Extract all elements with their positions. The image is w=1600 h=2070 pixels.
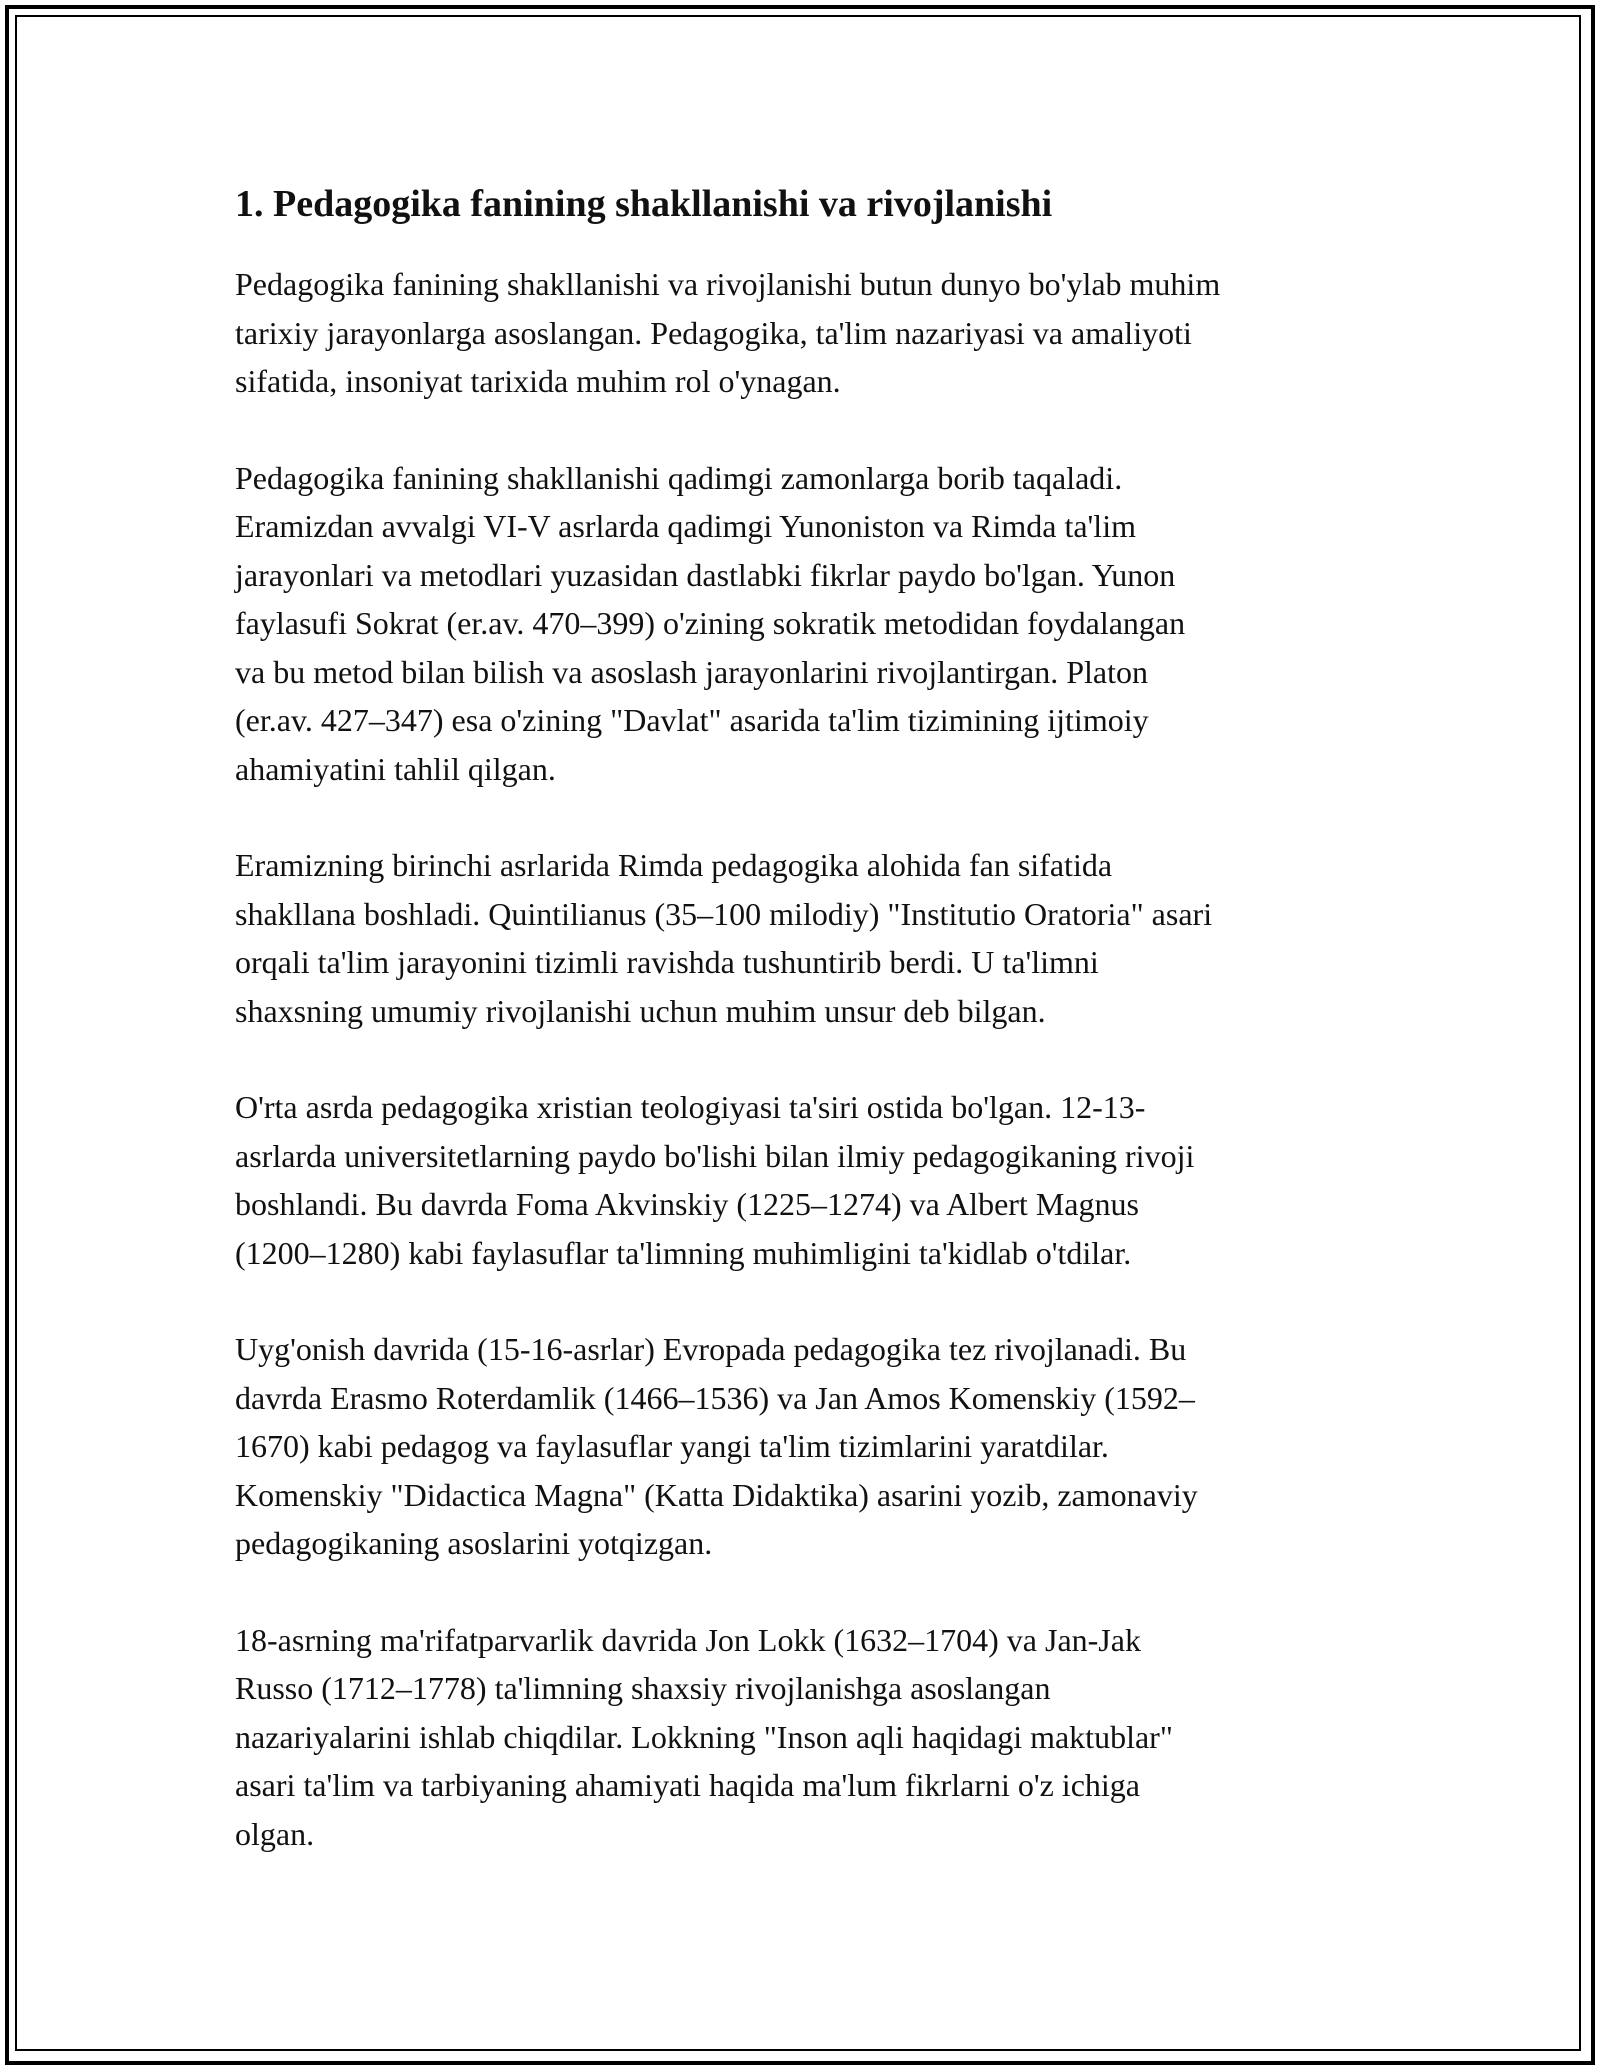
- paragraph-intro: Pedagogika fanining shakllanishi va rivojlanishi butun dunyo bo'ylab muhim tarixiy jarayonlarga asoslangan. Pedagogika, ta'lim nazariyasi va amaliyoti sifatida, insoniyat tarixida muhim rol o'ynagan.: [235, 266, 1221, 399]
- paragraph-enlightenment: 18-asrning ma'rifatparvarlik davrida Jon Lokk (1632–1704) va Jan-Jak Russo (1712–1778) ta'limning shaxsiy rivojlanishga asoslangan nazariyalarini ishlab chiqdilar. Lokkning "Inson aqli haqidagi maktublar" asari ta'lim va tarbiyaning ahamiyati haqida ma'lum fikrlarni o'z ichiga olgan.: [235, 1621, 1173, 1852]
- paragraph-rome: Eramizning birinchi asrlarida Rimda pedagogika alohida fan sifatida shakllana boshladi. Quintilianus (35–100 milodiy) "Institutio Oratoria" asari orqali ta'lim jarayonini tizimli ravishda tushuntirib berdi. U ta'limni shaxsning umumiy rivojlanishi uchun muhim unsur deb bilgan.: [235, 847, 1213, 1029]
- section-title: 1. Pedagogika fanining shakllanishi va rivojlanishi: [235, 183, 1053, 225]
- document-body: [235, 182, 1375, 1906]
- paragraph-renaissance: Uyg'onish davrida (15-16-asrlar) Evropada pedagogika tez rivojlanadi. Bu davrda Erasmo Roterdamlik (1466–1536) va Jan Amos Komenskiy (1592– 1670) kabi pedagog va faylasuflar yangi ta'lim tizimlarini yaratdilar. Komenskiy "Didactica Magna" (Katta Didaktika) asarini yozib, zamonaviy pedagogikaning asoslarini yotqizgan.: [235, 1331, 1198, 1561]
- paragraph-middle-ages: O'rta asrda pedagogika xristian teologiyasi ta'siri ostida bo'lgan. 12-13- asrlarda universitetlarning paydo bo'lishi bilan ilmiy pedagogikaning rivoji boshlandi. Bu davrda Foma Akvinskiy (1225–1274) va Albert Magnus (1200–1280) kabi faylasuflar ta'limning muhimligini ta'kidlab o'tdilar.: [235, 1089, 1195, 1271]
- paragraph-ancient-origins: Pedagogika fanining shakllanishi qadimgi zamonlarga borib taqaladi. Eramizdan avvalgi VI-V asrlarda qadimgi Yunoniston va Rimda ta'lim jarayonlari va metodlari yuzasidan dastlabki fikrlar paydo bo'lgan. Yunon faylasufi Sokrat (er.av. 470–399) o'zining sokratik metodidan foydalangan va bu metod bilan bilish va asoslash jarayonlarini rivojlantirgan. Platon (er.av. 427–347) esa o'zining "Davlat" asarida ta'lim tizimining ijtimoiy ahamiyatini tahlil qilgan.: [235, 459, 1186, 787]
